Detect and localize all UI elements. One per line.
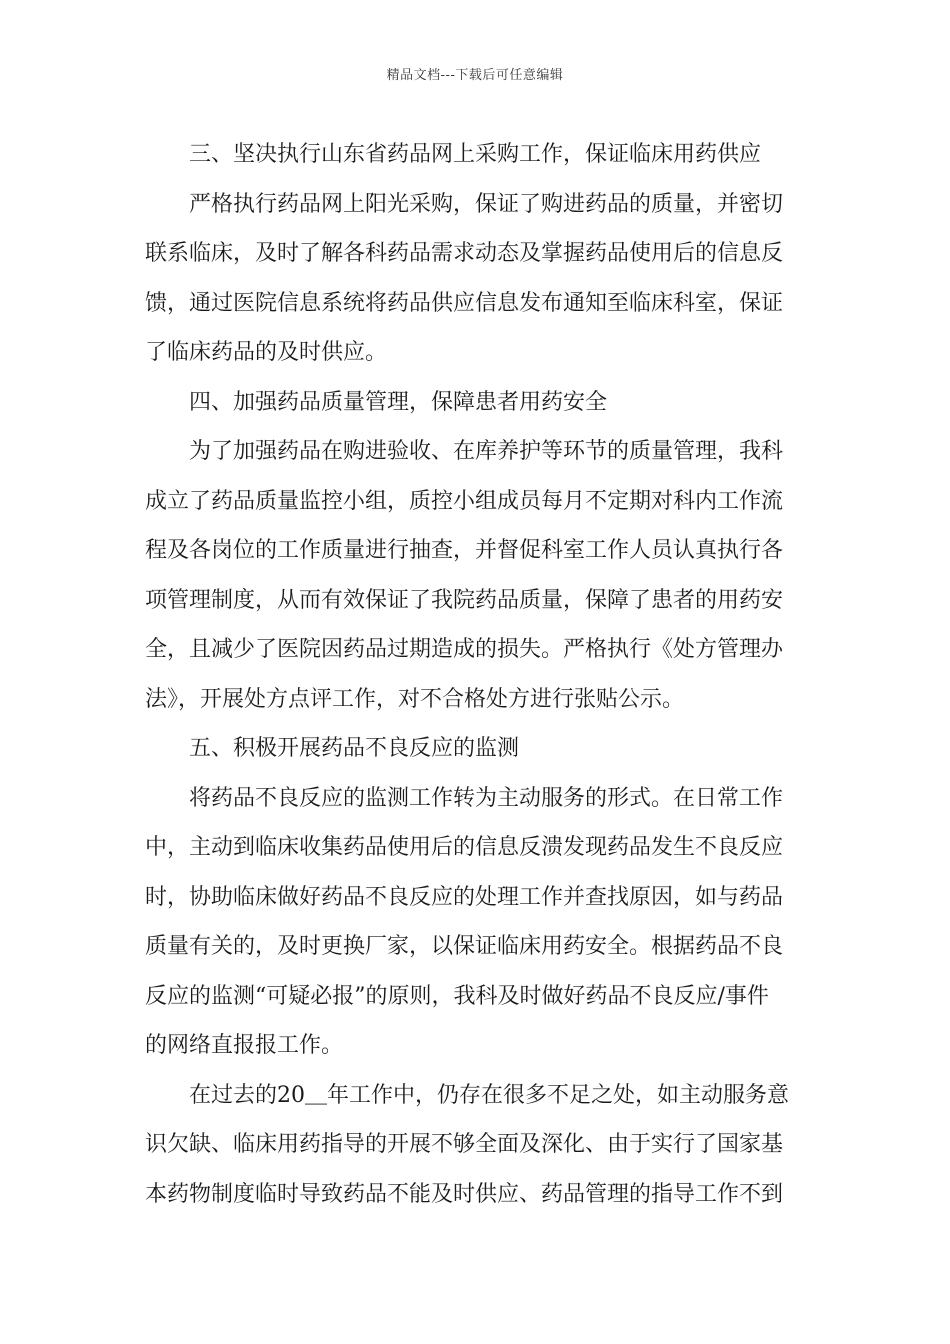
text-line: 三、坚决执行山东省药品网上采购工作，保证临床用药供应 xyxy=(189,142,762,167)
text-line: 馈，通过医院信息系统将药品供应信息发布通知至临床科室，保证 xyxy=(145,290,784,316)
text-line: 反应的监测“可疑必报”的原则，我科及时做好药品不良反应/事件 xyxy=(145,983,769,1009)
text-line: 质量有关的，及时更换厂家，以保证临床用药安全。根据药品不良 xyxy=(145,934,784,959)
text-line: 严格执行药品网上阳光采购，保证了购进药品的质量，并密切 xyxy=(189,191,784,217)
text-line: 五、积极开展药品不良反应的监测 xyxy=(189,736,520,761)
text-line: 本药物制度临时导致药品不能及时供应、药品管理的指导工作不到 xyxy=(145,1181,784,1207)
text-line: 四、加强药品质量管理，保障患者用药安全 xyxy=(189,389,608,415)
text-line: 全，且减少了医院因药品过期造成的损失。严格执行《处方管理办 xyxy=(145,637,784,662)
text-line: 将药品不良反应的监测工作转为主动服务的形式。在日常工作 xyxy=(189,785,784,811)
text-line: 的网络直报报工作。 xyxy=(145,1033,344,1058)
text-line: 项管理制度，从而有效保证了我院药品质量，保障了患者的用药安 xyxy=(145,587,784,613)
page-header: 精品文档---下载后可任意编辑 xyxy=(386,68,564,83)
text-line: 了临床药品的及时供应。 xyxy=(145,340,388,365)
document-body xyxy=(145,130,807,1219)
text-line: 时，协助临床做好药品不良反应的处理工作并查找原因，如与药品 xyxy=(145,884,784,910)
text-line: 在过去的20＿年工作中，仍存在很多不足之处，如主动服务意 xyxy=(189,1082,789,1108)
text-line: 联系临床，及时了解各科药品需求动态及掌握药品使用后的信息反 xyxy=(145,241,784,266)
text-line: 成立了药品质量监控小组，质控小组成员每月不定期对科内工作流 xyxy=(145,488,784,514)
text-line: 中，主动到临床收集药品使用后的信息反溃发现药品发生不良反应 xyxy=(145,835,784,860)
text-line: 法》，开展处方点评工作，对不合格处方进行张贴公示。 xyxy=(145,686,685,712)
text-line: 为了加强药品在购进验收、在库养护等环节的质量管理，我科 xyxy=(189,439,784,464)
text-line: 识欠缺、临床用药指导的开展不够全面及深化、由于实行了国家基 xyxy=(145,1132,784,1157)
text-line: 程及各岗位的工作质量进行抽查，并督促科室工作人员认真执行各 xyxy=(145,538,784,563)
